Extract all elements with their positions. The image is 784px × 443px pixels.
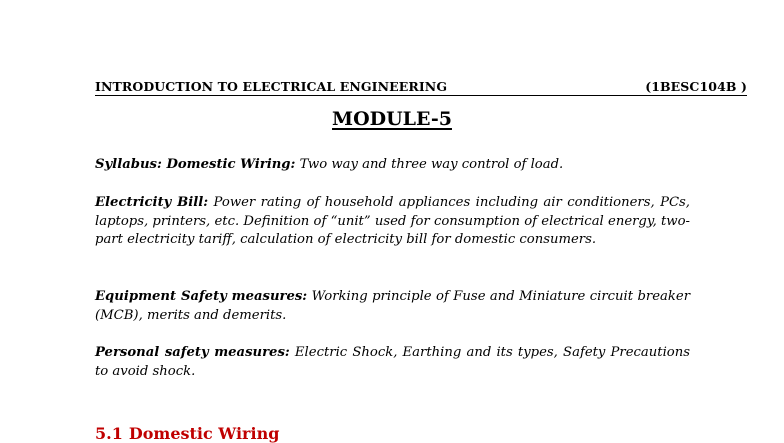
personal-safety-paragraph bbox=[95, 344, 690, 381]
course-title: INTRODUCTION TO ELECTRICAL ENGINEERING bbox=[95, 79, 448, 94]
equipment-safety-lead: Equipment Safety measures: bbox=[95, 289, 308, 304]
module-title: MODULE-5 bbox=[332, 108, 452, 130]
course-code: (1BESC104B ) bbox=[645, 79, 747, 94]
page-header bbox=[95, 79, 747, 96]
syllabus-lead: Syllabus: Domestic Wiring: bbox=[95, 157, 296, 172]
personal-safety-text: Electric Shock, Earthing and its types, Safety Precautions to avoid shock. bbox=[95, 345, 690, 379]
electricity-bill-paragraph bbox=[95, 194, 690, 250]
equipment-safety-paragraph bbox=[95, 288, 690, 325]
electricity-bill-text: Power rating of household appliances including air conditioners, PCs, laptops, printers, etc. Definition of “unit” used for consumption of electrical energy, two-part electricity tariff, calculation of electricity bill for domestic consumers. bbox=[95, 195, 690, 247]
syllabus-paragraph bbox=[95, 156, 690, 175]
section-number: 5.1 bbox=[95, 424, 123, 443]
module-title-container bbox=[0, 108, 784, 130]
section-title: Domestic Wiring bbox=[128, 424, 280, 443]
personal-safety-lead: Personal safety measures: bbox=[95, 345, 290, 360]
section-heading bbox=[95, 424, 279, 443]
syllabus-text: Two way and three way control of load. bbox=[295, 157, 564, 172]
equipment-safety-text: Working principle of Fuse and Miniature circuit breaker (MCB), merits and demerits. bbox=[95, 289, 690, 323]
electricity-bill-lead: Electricity Bill: bbox=[95, 195, 209, 210]
